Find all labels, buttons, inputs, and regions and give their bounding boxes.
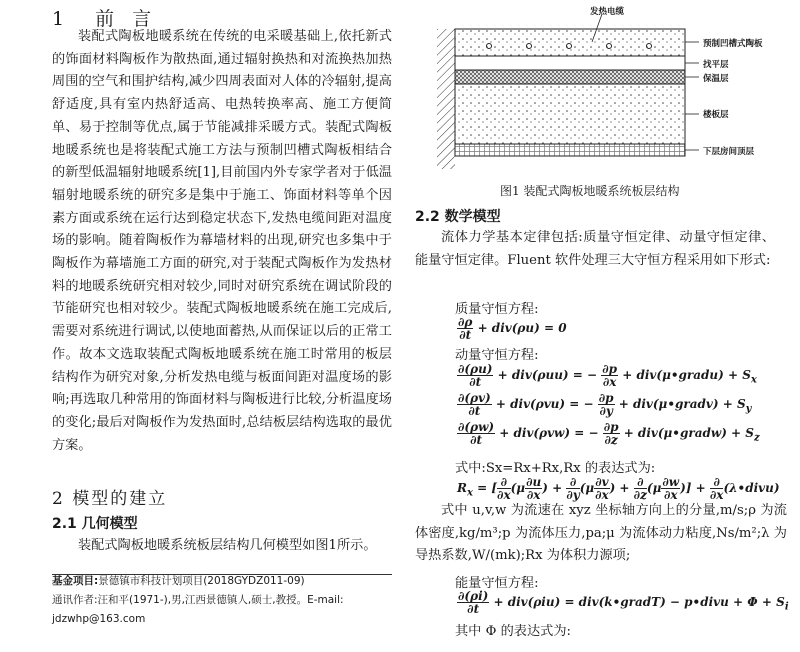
label-layer-4: 下层房间顶层 xyxy=(703,147,755,157)
author-email: jdzwhp@163.com xyxy=(52,613,146,625)
fund-label: 基金项目: xyxy=(52,575,99,587)
layer-ceramic-panel xyxy=(455,29,685,56)
mass-equation: $\frac{\partial\rho}{\partial t}$ + div(ρu) = 0 xyxy=(458,315,567,342)
geometry-paragraph: 装配式陶板地暖系统板层结构几何模型如图1所示。 xyxy=(78,538,377,553)
fund-text: 景德镇市科技计划项目(2018GYDZ011-09) xyxy=(98,575,305,587)
author-line: 通讯作者:汪和平(1971-),男,江西景德镇人,硕士,教授。E-mail: xyxy=(52,594,344,606)
rx-equation: $R_x$ = [ $\frac{\partial}{\partial x}$ (μ $\frac{\partial u}{\partial x}$ ) + $\frac{\partial}{\partial y}$ (μ $\frac{\partial v}{\partial x}$ ) + $\frac{\partial}{\partial z}$ (μ $\frac{\partial w}{\partial x}$ )] + $\frac{\partial}{\partial x}$ (λ•divu) xyxy=(457,475,780,502)
wall-hatch xyxy=(437,29,455,169)
layer-insulation xyxy=(455,70,685,84)
intro-paragraph: 装配式陶板地暖系统在传统的电采暖基础上,依托新式的饰面材料陶板作为散热面,通过辐射换热和对流换热加热周围的空气和围护结构,减少四周表面对人体的冷辐射,提高舒适度,具有室内热舒适高、电热转换率高、施工方便简单、易于控制等优点,属于节能减排采暖方式。装配式陶板地暖系统也是将装配式施工方法与预制凹槽式陶板相结合的新型低温辐射地暖系统[1],目前国内外专家学者对于低温辐射地暖系统的研究多是集中于施工、饰面材料等单个因素方面或系统在运行达到稳定状态下,发热电缆间距对温度场的影响。随着陶板作为幕墙材料的出现,研究也多集中于陶板作为幕墙施工方面的研究,对于装配式陶板作为发热材料的地暖系统研究相对较少,同时对研究系统在调试阶段的节能研究也相对较少。装配式陶板地暖系统在施工完成后,需要对系统进行调试,以使地面蓄热,从而保证以后的正常工作。故本文选取装配式陶板地暖系统在施工时常用的板层结构作为研究对象,分析发热电缆与板面间距对温度场的影响;再选取几种常用的饰面材料与陶板进行比较,分析温度场的变化;最后对陶板作为发热面时,总结板层结构选取的最优方案。 xyxy=(52,29,392,453)
momentum-equation-u: $\frac{\partial(\rho u)}{\partial t}$ + div(ρuu) = − $\frac{\partial p}{\partial x}$ + div(μ•gradu) + $S_x$ xyxy=(458,362,757,389)
section-2-2-title: 2.2 数学模型 xyxy=(415,209,501,225)
variables-paragraph: 式中 u,v,w 为流速在 xyz 坐标轴方向上的分量,m/s;ρ 为流体密度,kg/m³;p 为流体压力,pa;μ 为流体动力粘度,Ns/m²;λ 为导热系数,W/(mk);Rx 为体积力源项; xyxy=(415,503,787,564)
energy-equation: $\frac{\partial(\rho i)}{\partial t}$ + div(ρiu) = div(k•gradT) − p•divu + $\Phi + S_i$ xyxy=(458,589,789,616)
momentum-equation-v: $\frac{\partial(\rho v)}{\partial t}$ + div(ρvu) = − $\frac{\partial p}{\partial y}$ + div(μ•gradv) + $S_y$ xyxy=(458,391,752,418)
sx-line: 式中:Sx=Rx+Rx,Rx 的表达式为: xyxy=(455,461,656,476)
layer-ceiling xyxy=(455,144,685,156)
footnote xyxy=(52,572,397,629)
mass-label: 质量守恒方程: xyxy=(455,302,539,317)
section-2-1-title: 2.1 几何模型 xyxy=(52,516,138,532)
figure-caption: 图1 装配式陶板地暖系统板层结构 xyxy=(500,184,680,198)
math-paragraph: 流体力学基本定律包括:质量守恒定律、动量守恒定律、能量守恒定律。Fluent 软件处理三大守恒方程采用如下形式: xyxy=(415,230,775,268)
phi-line: 其中 Φ 的表达式为: xyxy=(455,624,571,639)
label-heating-cable: 发热电缆 xyxy=(590,7,625,17)
section-2-title: 2 模型的建立 xyxy=(52,489,168,509)
label-layer-2: 保温层 xyxy=(703,74,729,84)
layer-leveling xyxy=(455,56,685,70)
section-1-title: 1 前 言 xyxy=(52,8,158,30)
layer-slab xyxy=(455,84,685,144)
label-layer-3: 楼板层 xyxy=(703,110,729,120)
label-layer-0: 预制凹槽式陶板 xyxy=(703,39,763,49)
label-layer-1: 找平层 xyxy=(703,60,729,70)
energy-label: 能量守恒方程: xyxy=(455,576,539,591)
momentum-label: 动量守恒方程: xyxy=(455,348,539,363)
momentum-equation-w: $\frac{\partial(\rho w)}{\partial t}$ + div(ρvw) = − $\frac{\partial p}{\partial z}$ + div(μ•gradw) + $S_z$ xyxy=(458,420,760,447)
